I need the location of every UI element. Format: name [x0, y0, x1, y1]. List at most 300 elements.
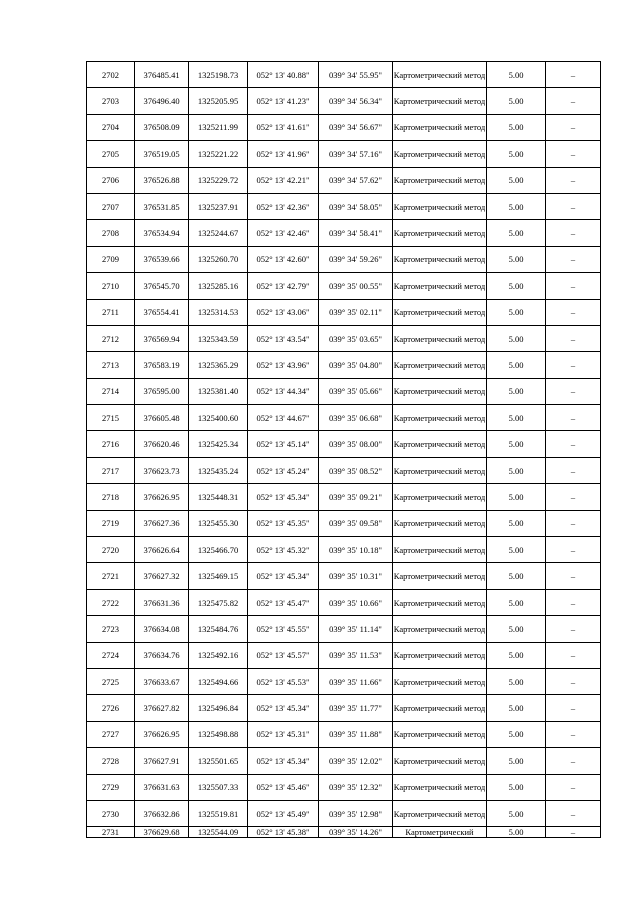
table-row	[87, 774, 601, 800]
longitude-cell: 039° 35' 08.00"	[319, 431, 393, 457]
accuracy-cell: 5.00	[487, 378, 546, 404]
latitude-cell: 052° 13' 42.79"	[248, 273, 319, 299]
y-coordinate-cell: 1325484.76	[189, 616, 248, 642]
table-row	[87, 695, 601, 721]
method-text: Картометрический метод	[393, 122, 486, 133]
method-text: Картометрический метод	[393, 491, 486, 502]
note-cell: –	[546, 273, 601, 299]
y-coordinate-cell: 1325492.16	[189, 642, 248, 668]
y-coordinate-cell: 1325494.66	[189, 668, 248, 694]
note-cell: –	[546, 246, 601, 272]
table-body	[87, 62, 601, 838]
table-row	[87, 668, 601, 694]
table-row	[87, 141, 601, 167]
latitude-cell: 052° 13' 45.49"	[248, 800, 319, 826]
accuracy-cell: 5.00	[487, 510, 546, 536]
accuracy-cell: 5.00	[487, 774, 546, 800]
accuracy-cell: 5.00	[487, 246, 546, 272]
accuracy-cell: 5.00	[487, 589, 546, 615]
point-number-cell: 2721	[87, 563, 135, 589]
table-row	[87, 220, 601, 246]
method-text: Картометрический метод	[393, 703, 486, 714]
accuracy-cell: 5.00	[487, 299, 546, 325]
latitude-cell: 052° 13' 41.23"	[248, 88, 319, 114]
x-coordinate-cell: 376595.00	[135, 378, 189, 404]
point-number-cell: 2728	[87, 748, 135, 774]
note-cell: –	[546, 563, 601, 589]
accuracy-cell: 5.00	[487, 668, 546, 694]
accuracy-cell: 5.00	[487, 62, 546, 88]
method-cell	[393, 405, 487, 431]
note-cell: –	[546, 220, 601, 246]
method-text: Картометрический метод	[393, 623, 486, 634]
x-coordinate-cell: 376623.73	[135, 457, 189, 483]
y-coordinate-cell: 1325381.40	[189, 378, 248, 404]
longitude-cell: 039° 35' 10.18"	[319, 537, 393, 563]
x-coordinate-cell: 376633.67	[135, 668, 189, 694]
method-cell	[393, 431, 487, 457]
note-cell: –	[546, 405, 601, 431]
method-cell	[393, 748, 487, 774]
latitude-cell: 052° 13' 45.35"	[248, 510, 319, 536]
point-number-cell: 2727	[87, 721, 135, 747]
accuracy-cell: 5.00	[487, 800, 546, 826]
point-number-cell: 2722	[87, 589, 135, 615]
longitude-cell: 039° 35' 09.21"	[319, 484, 393, 510]
latitude-cell: 052° 13' 44.67"	[248, 405, 319, 431]
latitude-cell: 052° 13' 43.96"	[248, 352, 319, 378]
note-cell: –	[546, 537, 601, 563]
table-row	[87, 484, 601, 510]
note-cell: –	[546, 431, 601, 457]
point-number-cell: 2729	[87, 774, 135, 800]
method-cell	[393, 510, 487, 536]
accuracy-cell: 5.00	[487, 642, 546, 668]
method-text: Картометрический метод	[393, 808, 486, 819]
method-cell	[393, 537, 487, 563]
x-coordinate-cell: 376526.88	[135, 167, 189, 193]
x-coordinate-cell: 376631.63	[135, 774, 189, 800]
longitude-cell: 039° 35' 12.02"	[319, 748, 393, 774]
method-text: Картометрический метод	[393, 544, 486, 555]
accuracy-cell: 5.00	[487, 484, 546, 510]
note-cell: –	[546, 695, 601, 721]
note-cell: –	[546, 748, 601, 774]
x-coordinate-cell: 376583.19	[135, 352, 189, 378]
note-cell: –	[546, 299, 601, 325]
latitude-cell: 052° 13' 41.96"	[248, 141, 319, 167]
latitude-cell: 052° 13' 45.14"	[248, 431, 319, 457]
method-text: Картометрический метод	[393, 228, 486, 239]
table-row	[87, 193, 601, 219]
method-text: Картометрический метод	[393, 333, 486, 344]
method-cell	[393, 695, 487, 721]
table-row	[87, 431, 601, 457]
note-cell: –	[546, 721, 601, 747]
accuracy-cell: 5.00	[487, 141, 546, 167]
method-cell	[393, 273, 487, 299]
note-cell: –	[546, 352, 601, 378]
x-coordinate-cell: 376632.86	[135, 800, 189, 826]
point-number-cell: 2707	[87, 193, 135, 219]
point-number-cell: 2714	[87, 378, 135, 404]
x-coordinate-cell: 376496.40	[135, 88, 189, 114]
longitude-cell: 039° 35' 03.65"	[319, 325, 393, 351]
table-row	[87, 457, 601, 483]
method-text: Картометрический метод	[393, 650, 486, 661]
note-cell: –	[546, 62, 601, 88]
note-cell: –	[546, 800, 601, 826]
accuracy-cell: 5.00	[487, 748, 546, 774]
note-cell: –	[546, 457, 601, 483]
y-coordinate-cell: 1325425.34	[189, 431, 248, 457]
note-cell: –	[546, 827, 601, 838]
method-cell	[393, 642, 487, 668]
longitude-cell: 039° 35' 10.31"	[319, 563, 393, 589]
x-coordinate-cell: 376631.36	[135, 589, 189, 615]
x-coordinate-cell: 376545.70	[135, 273, 189, 299]
point-number-cell: 2719	[87, 510, 135, 536]
table-row	[87, 352, 601, 378]
point-number-cell: 2715	[87, 405, 135, 431]
x-coordinate-cell: 376531.85	[135, 193, 189, 219]
latitude-cell: 052° 13' 45.34"	[248, 563, 319, 589]
method-cell	[393, 721, 487, 747]
point-number-cell: 2709	[87, 246, 135, 272]
method-text: Картометрический	[405, 827, 474, 838]
x-coordinate-cell: 376626.95	[135, 721, 189, 747]
point-number-cell: 2711	[87, 299, 135, 325]
longitude-cell: 039° 35' 11.88"	[319, 721, 393, 747]
method-text: Картометрический метод	[393, 96, 486, 107]
longitude-cell: 039° 35' 04.80"	[319, 352, 393, 378]
method-text: Картометрический метод	[393, 755, 486, 766]
latitude-cell: 052° 13' 43.06"	[248, 299, 319, 325]
x-coordinate-cell: 376634.08	[135, 616, 189, 642]
table-row	[87, 616, 601, 642]
method-cell	[393, 378, 487, 404]
longitude-cell: 039° 35' 12.32"	[319, 774, 393, 800]
coordinates-table	[86, 61, 601, 838]
latitude-cell: 052° 13' 42.46"	[248, 220, 319, 246]
latitude-cell: 052° 13' 42.21"	[248, 167, 319, 193]
longitude-cell: 039° 35' 06.68"	[319, 405, 393, 431]
accuracy-cell: 5.00	[487, 220, 546, 246]
method-cell	[393, 589, 487, 615]
note-cell: –	[546, 141, 601, 167]
accuracy-cell: 5.00	[487, 88, 546, 114]
accuracy-cell: 5.00	[487, 114, 546, 140]
method-cell	[393, 299, 487, 325]
longitude-cell: 039° 35' 00.55"	[319, 273, 393, 299]
point-number-cell: 2702	[87, 62, 135, 88]
table-row	[87, 62, 601, 88]
table-row	[87, 273, 601, 299]
point-number-cell: 2723	[87, 616, 135, 642]
table-row	[87, 827, 601, 838]
y-coordinate-cell: 1325285.16	[189, 273, 248, 299]
accuracy-cell: 5.00	[487, 695, 546, 721]
y-coordinate-cell: 1325469.15	[189, 563, 248, 589]
table-row	[87, 589, 601, 615]
table-row	[87, 405, 601, 431]
method-text: Картометрический метод	[393, 729, 486, 740]
longitude-cell: 039° 35' 11.53"	[319, 642, 393, 668]
y-coordinate-cell: 1325455.30	[189, 510, 248, 536]
latitude-cell: 052° 13' 45.57"	[248, 642, 319, 668]
y-coordinate-cell: 1325544.09	[189, 827, 248, 838]
x-coordinate-cell: 376629.68	[135, 827, 189, 838]
y-coordinate-cell: 1325448.31	[189, 484, 248, 510]
latitude-cell: 052° 13' 45.34"	[248, 748, 319, 774]
method-text: Картометрический метод	[393, 518, 486, 529]
longitude-cell: 039° 35' 09.58"	[319, 510, 393, 536]
latitude-cell: 052° 13' 45.32"	[248, 537, 319, 563]
method-cell	[393, 141, 487, 167]
y-coordinate-cell: 1325466.70	[189, 537, 248, 563]
point-number-cell: 2713	[87, 352, 135, 378]
point-number-cell: 2720	[87, 537, 135, 563]
accuracy-cell: 5.00	[487, 537, 546, 563]
longitude-cell: 039° 35' 02.11"	[319, 299, 393, 325]
accuracy-cell: 5.00	[487, 827, 546, 838]
note-cell: –	[546, 378, 601, 404]
longitude-cell: 039° 35' 12.98"	[319, 800, 393, 826]
method-text: Картометрический метод	[393, 69, 486, 80]
method-text: Картометрический метод	[393, 676, 486, 687]
accuracy-cell: 5.00	[487, 325, 546, 351]
method-text: Картометрический метод	[393, 597, 486, 608]
latitude-cell: 052° 13' 41.61"	[248, 114, 319, 140]
longitude-cell: 039° 35' 08.52"	[319, 457, 393, 483]
method-text: Картометрический метод	[393, 307, 486, 318]
accuracy-cell: 5.00	[487, 352, 546, 378]
method-text: Картометрический метод	[393, 439, 486, 450]
note-cell: –	[546, 114, 601, 140]
latitude-cell: 052° 13' 45.53"	[248, 668, 319, 694]
x-coordinate-cell: 376519.05	[135, 141, 189, 167]
longitude-cell: 039° 34' 59.26"	[319, 246, 393, 272]
note-cell: –	[546, 325, 601, 351]
point-number-cell: 2710	[87, 273, 135, 299]
table-row	[87, 378, 601, 404]
latitude-cell: 052° 13' 45.55"	[248, 616, 319, 642]
accuracy-cell: 5.00	[487, 457, 546, 483]
method-cell	[393, 88, 487, 114]
method-cell	[393, 457, 487, 483]
method-cell	[393, 800, 487, 826]
x-coordinate-cell: 376569.94	[135, 325, 189, 351]
table-row	[87, 167, 601, 193]
point-number-cell: 2724	[87, 642, 135, 668]
y-coordinate-cell: 1325260.70	[189, 246, 248, 272]
latitude-cell: 052° 13' 40.88"	[248, 62, 319, 88]
y-coordinate-cell: 1325501.65	[189, 748, 248, 774]
method-cell	[393, 563, 487, 589]
y-coordinate-cell: 1325519.81	[189, 800, 248, 826]
point-number-cell: 2712	[87, 325, 135, 351]
latitude-cell: 052° 13' 45.47"	[248, 589, 319, 615]
x-coordinate-cell: 376634.76	[135, 642, 189, 668]
x-coordinate-cell: 376627.91	[135, 748, 189, 774]
point-number-cell: 2705	[87, 141, 135, 167]
y-coordinate-cell: 1325244.67	[189, 220, 248, 246]
method-cell	[393, 827, 487, 838]
y-coordinate-cell: 1325229.72	[189, 167, 248, 193]
method-text: Картометрический метод	[393, 386, 486, 397]
table-row	[87, 721, 601, 747]
note-cell: –	[546, 193, 601, 219]
y-coordinate-cell: 1325496.84	[189, 695, 248, 721]
x-coordinate-cell: 376508.09	[135, 114, 189, 140]
accuracy-cell: 5.00	[487, 431, 546, 457]
latitude-cell: 052° 13' 45.31"	[248, 721, 319, 747]
y-coordinate-cell: 1325211.99	[189, 114, 248, 140]
longitude-cell: 039° 34' 56.67"	[319, 114, 393, 140]
method-cell	[393, 167, 487, 193]
x-coordinate-cell: 376627.32	[135, 563, 189, 589]
y-coordinate-cell: 1325343.59	[189, 325, 248, 351]
table-row	[87, 800, 601, 826]
x-coordinate-cell: 376485.41	[135, 62, 189, 88]
method-text: Картометрический метод	[393, 254, 486, 265]
longitude-cell: 039° 34' 57.62"	[319, 167, 393, 193]
method-cell	[393, 193, 487, 219]
table-row	[87, 563, 601, 589]
method-text: Картометрический метод	[393, 201, 486, 212]
y-coordinate-cell: 1325198.73	[189, 62, 248, 88]
y-coordinate-cell: 1325314.53	[189, 299, 248, 325]
longitude-cell: 039° 35' 11.66"	[319, 668, 393, 694]
method-cell	[393, 62, 487, 88]
longitude-cell: 039° 34' 55.95"	[319, 62, 393, 88]
method-text: Картометрический метод	[393, 359, 486, 370]
method-cell	[393, 774, 487, 800]
longitude-cell: 039° 35' 10.66"	[319, 589, 393, 615]
latitude-cell: 052° 13' 44.34"	[248, 378, 319, 404]
y-coordinate-cell: 1325237.91	[189, 193, 248, 219]
latitude-cell: 052° 13' 45.34"	[248, 484, 319, 510]
longitude-cell: 039° 35' 11.14"	[319, 616, 393, 642]
x-coordinate-cell: 376627.36	[135, 510, 189, 536]
table-row	[87, 510, 601, 536]
accuracy-cell: 5.00	[487, 167, 546, 193]
note-cell: –	[546, 616, 601, 642]
point-number-cell: 2725	[87, 668, 135, 694]
longitude-cell: 039° 34' 58.05"	[319, 193, 393, 219]
latitude-cell: 052° 13' 45.38"	[248, 827, 319, 838]
y-coordinate-cell: 1325205.95	[189, 88, 248, 114]
x-coordinate-cell: 376534.94	[135, 220, 189, 246]
point-number-cell: 2730	[87, 800, 135, 826]
y-coordinate-cell: 1325365.29	[189, 352, 248, 378]
x-coordinate-cell: 376605.48	[135, 405, 189, 431]
table-row	[87, 748, 601, 774]
x-coordinate-cell: 376626.64	[135, 537, 189, 563]
x-coordinate-cell: 376626.95	[135, 484, 189, 510]
accuracy-cell: 5.00	[487, 616, 546, 642]
point-number-cell: 2726	[87, 695, 135, 721]
point-number-cell: 2731	[87, 827, 135, 838]
point-number-cell: 2703	[87, 88, 135, 114]
longitude-cell: 039° 34' 57.16"	[319, 141, 393, 167]
table-row	[87, 537, 601, 563]
method-text: Картометрический метод	[393, 148, 486, 159]
point-number-cell: 2717	[87, 457, 135, 483]
point-number-cell: 2708	[87, 220, 135, 246]
method-text: Картометрический метод	[393, 465, 486, 476]
latitude-cell: 052° 13' 45.34"	[248, 695, 319, 721]
longitude-cell: 039° 35' 14.26"	[319, 827, 393, 838]
latitude-cell: 052° 13' 45.46"	[248, 774, 319, 800]
note-cell: –	[546, 589, 601, 615]
method-cell	[393, 352, 487, 378]
point-number-cell: 2706	[87, 167, 135, 193]
table-row	[87, 299, 601, 325]
point-number-cell: 2716	[87, 431, 135, 457]
method-text: Картометрический метод	[393, 412, 486, 423]
point-number-cell: 2718	[87, 484, 135, 510]
method-text: Картометрический метод	[393, 175, 486, 186]
method-cell	[393, 668, 487, 694]
table-row	[87, 642, 601, 668]
table-row	[87, 246, 601, 272]
longitude-cell: 039° 34' 56.34"	[319, 88, 393, 114]
y-coordinate-cell: 1325507.33	[189, 774, 248, 800]
method-cell	[393, 484, 487, 510]
latitude-cell: 052° 13' 45.24"	[248, 457, 319, 483]
method-text: Картометрический метод	[393, 782, 486, 793]
method-cell	[393, 325, 487, 351]
latitude-cell: 052° 13' 42.60"	[248, 246, 319, 272]
accuracy-cell: 5.00	[487, 563, 546, 589]
accuracy-cell: 5.00	[487, 405, 546, 431]
method-cell	[393, 220, 487, 246]
x-coordinate-cell: 376620.46	[135, 431, 189, 457]
method-text: Картометрический метод	[393, 571, 486, 582]
accuracy-cell: 5.00	[487, 273, 546, 299]
note-cell: –	[546, 167, 601, 193]
longitude-cell: 039° 34' 58.41"	[319, 220, 393, 246]
note-cell: –	[546, 484, 601, 510]
accuracy-cell: 5.00	[487, 721, 546, 747]
latitude-cell: 052° 13' 42.36"	[248, 193, 319, 219]
table-row	[87, 114, 601, 140]
x-coordinate-cell: 376554.41	[135, 299, 189, 325]
note-cell: –	[546, 668, 601, 694]
table-row	[87, 88, 601, 114]
longitude-cell: 039° 35' 05.66"	[319, 378, 393, 404]
y-coordinate-cell: 1325400.60	[189, 405, 248, 431]
note-cell: –	[546, 88, 601, 114]
y-coordinate-cell: 1325221.22	[189, 141, 248, 167]
x-coordinate-cell: 376539.66	[135, 246, 189, 272]
table-row	[87, 325, 601, 351]
latitude-cell: 052° 13' 43.54"	[248, 325, 319, 351]
method-cell	[393, 616, 487, 642]
method-cell	[393, 246, 487, 272]
point-number-cell: 2704	[87, 114, 135, 140]
method-text: Картометрический метод	[393, 280, 486, 291]
accuracy-cell: 5.00	[487, 193, 546, 219]
note-cell: –	[546, 774, 601, 800]
note-cell: –	[546, 510, 601, 536]
longitude-cell: 039° 35' 11.77"	[319, 695, 393, 721]
y-coordinate-cell: 1325435.24	[189, 457, 248, 483]
y-coordinate-cell: 1325475.82	[189, 589, 248, 615]
method-cell	[393, 114, 487, 140]
note-cell: –	[546, 642, 601, 668]
